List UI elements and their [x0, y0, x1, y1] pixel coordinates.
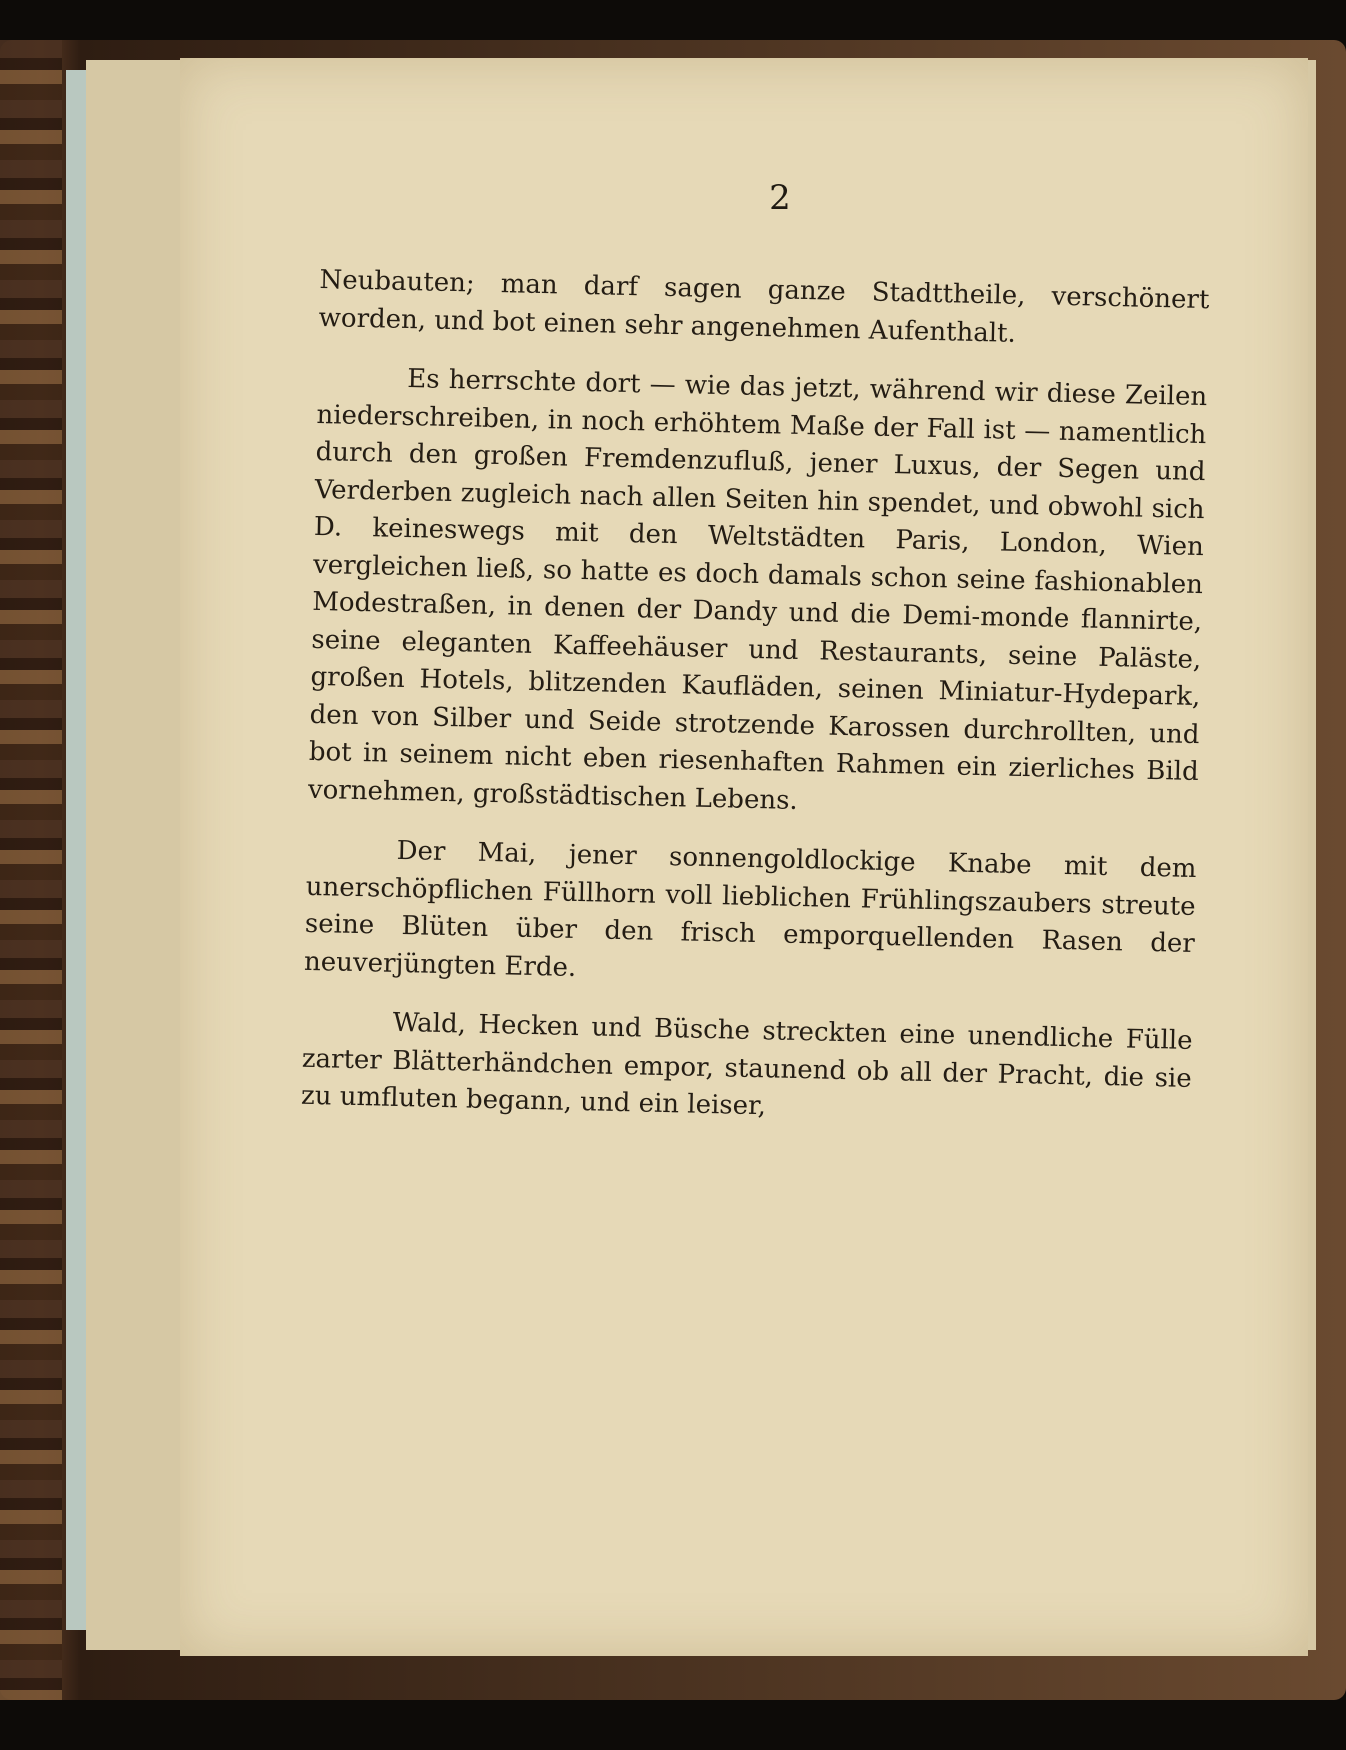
endpaper-strip	[66, 70, 88, 1630]
paragraph-2: Es herrschte dort — wie das jetzt, während wir diese Zeilen niederschreiben, in noch erhöhtem Maße der Fall ist — namentlich durch den großen Fremdenzufluß, jener Luxus, der Segen und Verderben zugleich nach allen Seiten hin spendet, und obwohl sich D. keineswegs mit den Weltstädten Paris, London, Wien vergleichen ließ, so hatte es doch damals schon seine fashionablen Modestraßen, in denen der Dandy und die Demi-monde flannirte, seine eleganten Kaffeehäuser und Restaurants, seine Paläste, großen Hotels, blitzenden Kaufläden, seinen Miniatur-Hydepark, den von Silber und Seide strotzende Karossen durchrollten, und bot in seinem nicht eben riesenhaften Rahmen ein zierliches Bild vornehmen, großstädtischen Lebens.	[307, 364, 1208, 816]
paragraph-1: Neubauten; man darf sagen ganze Stadttheile, verschönert worden, und bot einen sehr angenehmen Aufenthalt.	[318, 264, 1210, 349]
paragraph-4: Wald, Hecken und Büsche streckten eine unendliche Fülle zarter Blätterhändchen empor, staunend ob all der Pracht, die sie zu umfluten begann, und ein leiser,	[300, 1007, 1193, 1122]
paragraph-3: Der Mai, jener sonnengoldlockige Knabe mit dem unerschöpflichen Füllhorn voll lieblichen Frühlingszaubers streute seine Blüten über den frisch emporquellenden Rasen der neuverjüngten Erde.	[303, 835, 1197, 983]
page-number: 2	[769, 178, 791, 218]
page-text	[301, 262, 1210, 1135]
book-spine-edge	[0, 40, 62, 1700]
